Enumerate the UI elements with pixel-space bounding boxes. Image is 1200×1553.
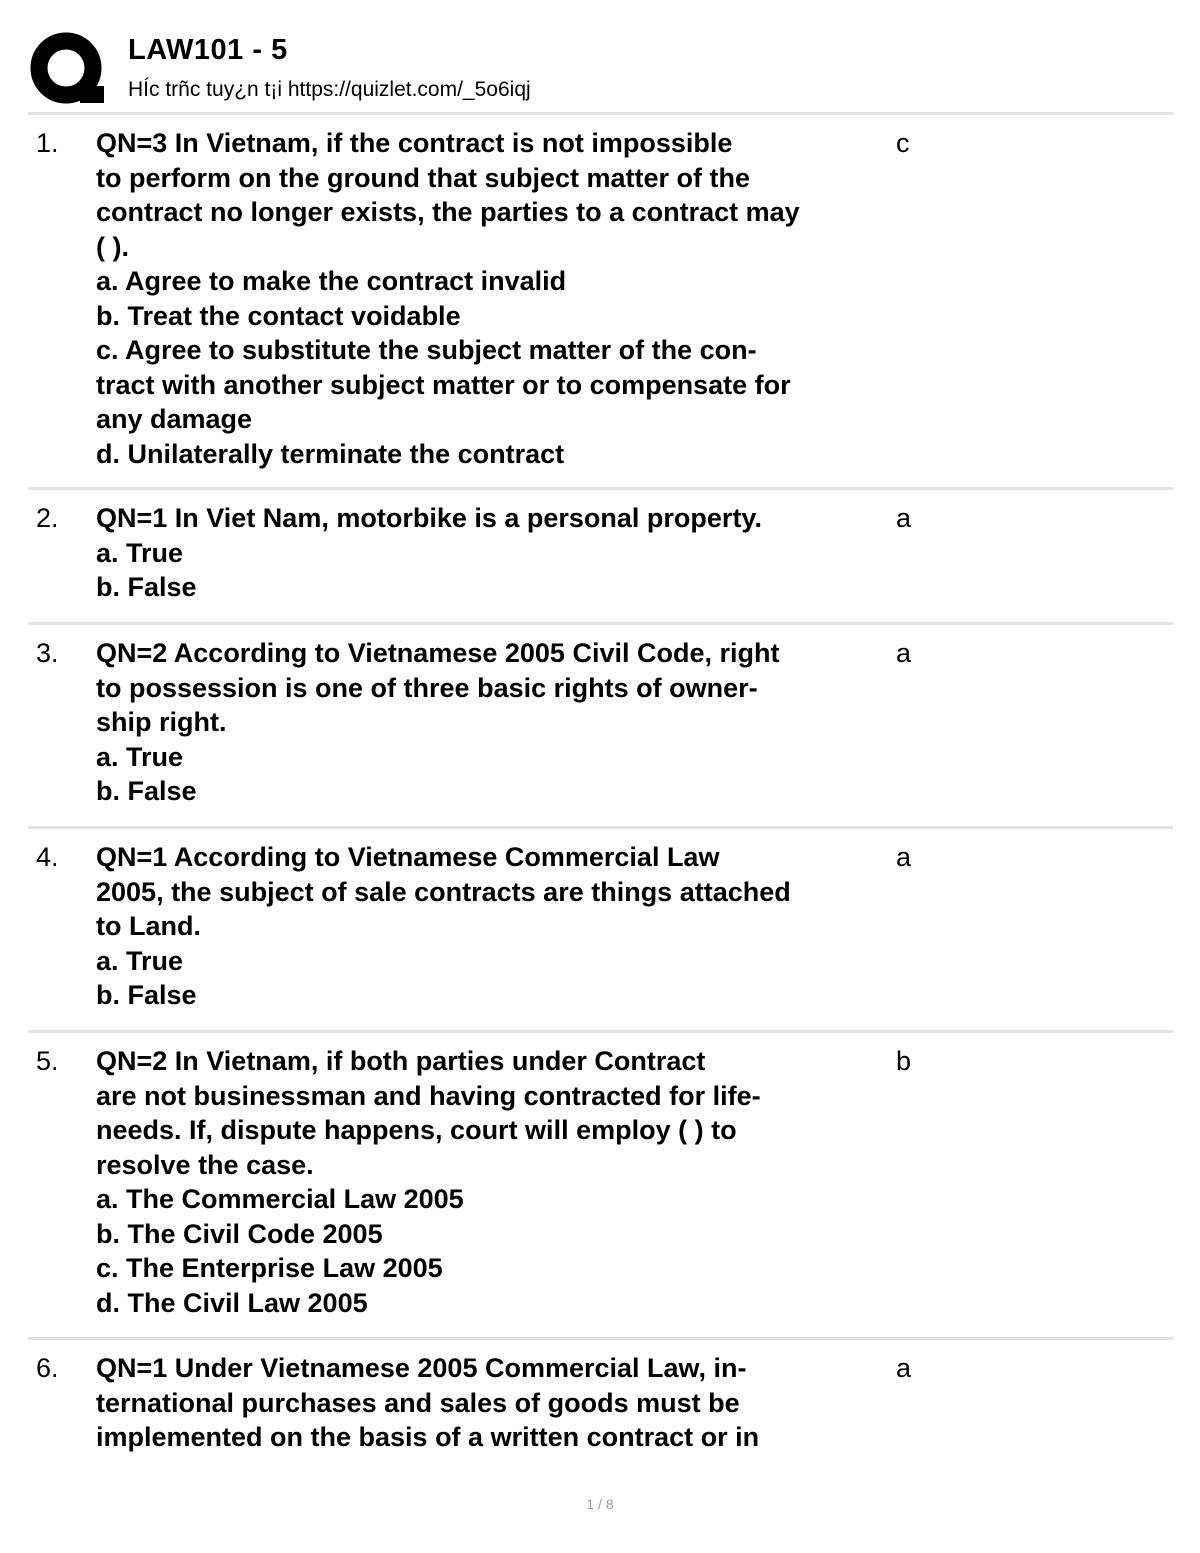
question-number: 5.: [36, 1046, 59, 1076]
document-header: [30, 30, 1172, 110]
answer-key: a: [896, 842, 912, 872]
question-line: QN=1 In Viet Nam, motorbike is a personal property.: [96, 503, 762, 533]
question-line: ( ).: [96, 231, 129, 262]
question-line: QN=3 In Vietnam, if the contract is not impossible: [96, 128, 733, 158]
answer-key: c: [896, 128, 910, 158]
option-line: a. The Commercial Law 2005: [96, 1184, 464, 1214]
option-line: b. False: [96, 980, 197, 1010]
option-line: any damage: [96, 404, 253, 434]
answer-key: a: [896, 1353, 912, 1383]
option-line: a. Agree to make the contract invalid: [96, 266, 567, 296]
option-line: b. False: [96, 776, 197, 806]
question-line: to possession is one of three basic rights of owner-: [96, 672, 758, 703]
question-text: [96, 636, 896, 809]
option-line: b. False: [96, 572, 197, 602]
option-line: c. The Enterprise Law 2005: [96, 1253, 443, 1283]
question-text: [96, 501, 896, 605]
page-number: 1 / 8: [586, 1496, 614, 1512]
question-text: [96, 1351, 896, 1455]
document-subtitle: HÍc trñc tuy¿n t¡i https://quizlet.com/_5o6iqj: [128, 78, 531, 101]
option-line: d. The Civil Law 2005: [96, 1287, 368, 1318]
question-line: implemented on the basis of a written contract or in: [96, 1422, 760, 1452]
divider: [28, 487, 1173, 490]
question-line: needs. If, dispute happens, court will employ ( ) to: [96, 1115, 737, 1145]
question-line: QN=1 According to Vietnamese Commercial Law: [96, 842, 720, 872]
option-line: tract with another subject matter or to compensate for: [96, 369, 791, 400]
option-line: a. True: [96, 537, 184, 568]
question-line: are not businessman and having contracted for life-: [96, 1080, 761, 1111]
divider: [28, 826, 1173, 829]
option-line: b. The Civil Code 2005: [96, 1218, 383, 1249]
question-number: 4.: [36, 842, 59, 872]
question-text: [96, 840, 896, 1013]
question-line: to perform on the ground that subject matter of the: [96, 162, 750, 193]
question-line: QN=2 In Vietnam, if both parties under Contract: [96, 1046, 706, 1076]
quizlet-logo-icon: [30, 32, 106, 108]
question-line: ship right.: [96, 707, 227, 737]
question-line: ternational purchases and sales of goods must be: [96, 1387, 740, 1418]
question-line: QN=2 According to Vietnamese 2005 Civil Code, right: [96, 638, 780, 668]
question-number: 6.: [36, 1353, 59, 1383]
document-title: LAW101 - 5: [128, 34, 288, 66]
question-line: QN=1 Under Vietnamese 2005 Commercial Law, in-: [96, 1353, 747, 1383]
option-line: b. Treat the contact voidable: [96, 300, 461, 331]
option-line: a. True: [96, 945, 184, 976]
divider: [28, 622, 1173, 625]
question-line: to Land.: [96, 911, 201, 941]
divider: [28, 112, 1173, 115]
option-line: a. True: [96, 741, 184, 772]
answer-key: a: [896, 638, 912, 668]
answer-key: b: [896, 1046, 912, 1076]
question-line: contract no longer exists, the parties to a contract may: [96, 197, 800, 227]
option-line: d. Unilaterally terminate the contract: [96, 438, 565, 469]
question-number: 2.: [36, 503, 59, 533]
divider: [28, 1337, 1173, 1340]
question-text: [96, 1044, 896, 1320]
answer-key: a: [896, 503, 912, 533]
question-number: 3.: [36, 638, 59, 668]
question-number: 1.: [36, 128, 59, 158]
question-text: [96, 126, 896, 471]
question-line: resolve the case.: [96, 1149, 314, 1180]
option-line: c. Agree to substitute the subject matter of the con-: [96, 335, 757, 365]
question-line: 2005, the subject of sale contracts are things attached: [96, 876, 791, 907]
divider: [28, 1030, 1173, 1033]
